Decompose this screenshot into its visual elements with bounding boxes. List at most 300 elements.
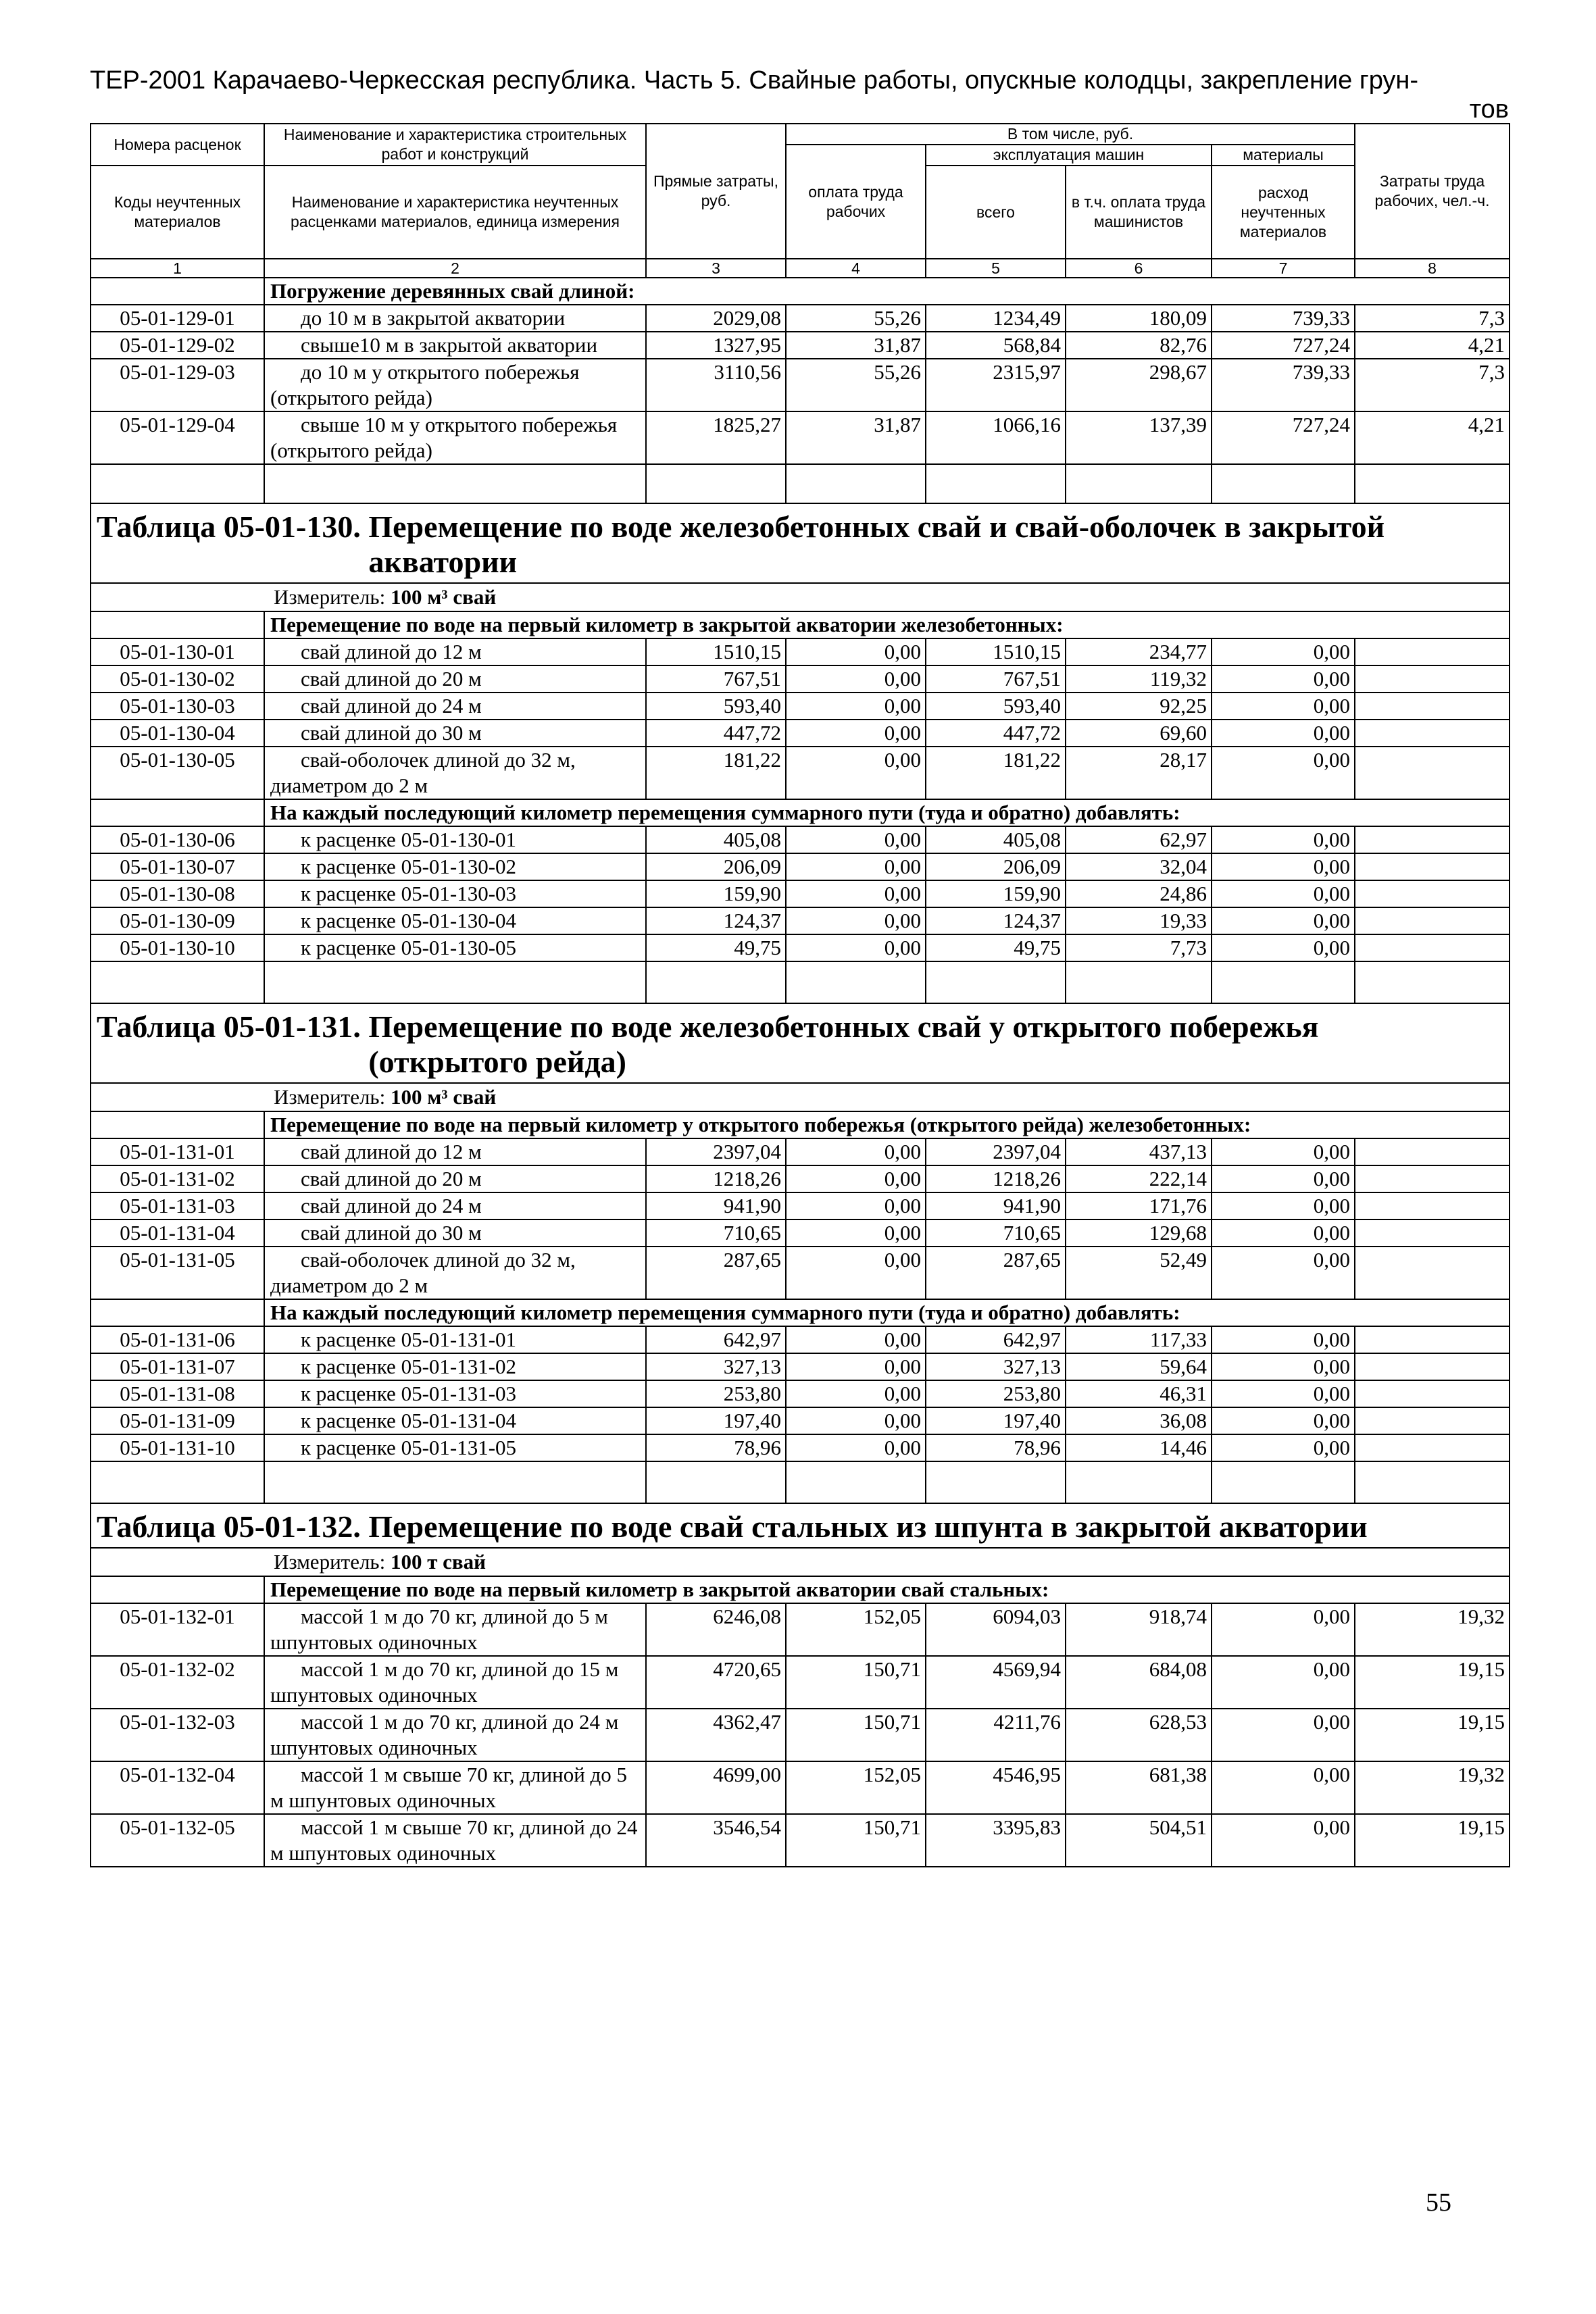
table-row [91,1434,1510,1461]
labor-hours: 7,3 [1355,305,1510,332]
labor-hours [1355,720,1510,747]
rates-table [90,123,1510,1867]
operator-pay: 62,97 [1066,826,1212,853]
rate-code: 05-01-129-01 [91,305,264,332]
direct-costs: 941,90 [646,1192,786,1219]
operator-pay: 137,39 [1066,411,1212,464]
labor-pay: 150,71 [786,1814,926,1867]
work-name: к расценке 05-01-130-05 [264,934,646,961]
labor-hours [1355,907,1510,934]
direct-costs: 49,75 [646,934,786,961]
table-heading-row [91,1503,1510,1548]
table-label: Таблица 05-01-131. [97,1009,361,1044]
direct-costs: 1218,26 [646,1165,786,1192]
materials-cost: 727,24 [1212,332,1355,359]
rate-code: 05-01-131-08 [91,1380,264,1407]
page-number: 55 [1426,2188,1451,2217]
table-row [91,1814,1510,1867]
work-name: к расценке 05-01-131-04 [264,1407,646,1434]
column-number: 5 [926,259,1066,278]
work-name: массой 1 м до 70 кг, длиной до 5 м шпунтовых одиночных [264,1603,646,1656]
rate-code: 05-01-131-09 [91,1407,264,1434]
operator-pay: 234,77 [1066,638,1212,665]
labor-hours: 4,21 [1355,332,1510,359]
labor-pay: 31,87 [786,411,926,464]
direct-costs: 593,40 [646,693,786,720]
measure-label: Измеритель: [274,1085,386,1109]
operator-pay: 28,17 [1066,747,1212,799]
labor-hours [1355,934,1510,961]
machines-total: 253,80 [926,1380,1066,1407]
header-direct-costs: Прямые затраты, руб. [646,124,786,259]
machines-total: 3395,83 [926,1814,1066,1867]
operator-pay: 59,64 [1066,1353,1212,1380]
labor-pay: 0,00 [786,1353,926,1380]
rate-code: 05-01-130-02 [91,665,264,693]
labor-hours: 19,32 [1355,1603,1510,1656]
direct-costs: 181,22 [646,747,786,799]
labor-hours [1355,693,1510,720]
operator-pay: 681,38 [1066,1761,1212,1814]
rate-code: 05-01-130-10 [91,934,264,961]
direct-costs: 1510,15 [646,638,786,665]
section-129 [91,278,1510,503]
work-name: к расценке 05-01-130-02 [264,853,646,880]
direct-costs: 447,72 [646,720,786,747]
machines-total: 941,90 [926,1192,1066,1219]
direct-costs: 206,09 [646,853,786,880]
section-title: Погружение деревянных свай длиной: [264,278,1510,305]
labor-hours [1355,1165,1510,1192]
direct-costs: 4720,65 [646,1656,786,1709]
materials-cost: 0,00 [1212,1434,1355,1461]
labor-hours: 19,15 [1355,1709,1510,1761]
table-heading-row [91,1003,1510,1083]
rate-code: 05-01-132-03 [91,1709,264,1761]
rate-code: 05-01-131-05 [91,1247,264,1299]
labor-pay: 55,26 [786,305,926,332]
running-header: ТЕР-2001 Карачаево-Черкесская республика. Часть 5. Свайные работы, опускные колодцы, закрепление грун- [90,66,1419,95]
machines-total: 568,84 [926,332,1066,359]
operator-pay: 180,09 [1066,305,1212,332]
direct-costs: 3546,54 [646,1814,786,1867]
labor-pay: 55,26 [786,359,926,411]
table-row [91,1709,1510,1761]
rate-code: 05-01-131-06 [91,1326,264,1353]
table-row [91,1761,1510,1814]
labor-hours: 4,21 [1355,411,1510,464]
running-header-continuation: тов [1469,95,1509,124]
materials-cost: 0,00 [1212,1407,1355,1434]
machines-total: 1510,15 [926,638,1066,665]
labor-pay: 0,00 [786,1247,926,1299]
work-name: к расценке 05-01-131-05 [264,1434,646,1461]
table-row [91,638,1510,665]
work-name: свай длиной до 30 м [264,720,646,747]
table-row [91,359,1510,411]
work-name: к расценке 05-01-130-03 [264,880,646,907]
labor-hours [1355,665,1510,693]
section-title-row [91,799,1510,826]
column-number: 4 [786,259,926,278]
labor-pay: 0,00 [786,1192,926,1219]
section-title: На каждый последующий километр перемещения суммарного пути (туда и обратно) добавлять: [264,1299,1510,1326]
table-132 [91,1503,1510,1867]
materials-cost: 0,00 [1212,665,1355,693]
labor-hours [1355,1434,1510,1461]
table-label: Таблица 05-01-132. [97,1509,361,1544]
section-title: Перемещение по воде на первый километр у открытого побережья (открытого рейда) железобетонных: [264,1111,1510,1138]
machines-total: 2315,97 [926,359,1066,411]
operator-pay: 129,68 [1066,1219,1212,1247]
rate-code: 05-01-131-02 [91,1165,264,1192]
labor-hours [1355,1353,1510,1380]
work-name: свыше10 м в закрытой акватории [264,332,646,359]
section-title-row [91,1299,1510,1326]
direct-costs: 3110,56 [646,359,786,411]
machines-total: 2397,04 [926,1138,1066,1165]
machines-total: 327,13 [926,1353,1066,1380]
rate-code: 05-01-130-05 [91,747,264,799]
machines-total: 124,37 [926,907,1066,934]
labor-hours: 19,32 [1355,1761,1510,1814]
machines-total: 206,09 [926,853,1066,880]
measure-unit: 100 т свай [390,1550,487,1574]
materials-cost: 0,00 [1212,1165,1355,1192]
direct-costs: 197,40 [646,1407,786,1434]
header-machines: эксплуатация машин [926,145,1212,166]
work-name: свай длиной до 12 м [264,1138,646,1165]
labor-pay: 0,00 [786,1326,926,1353]
table-row [91,332,1510,359]
direct-costs: 2397,04 [646,1138,786,1165]
work-name: массой 1 м свыше 70 кг, длиной до 24 м шпунтовых одиночных [264,1814,646,1867]
materials-cost: 0,00 [1212,1814,1355,1867]
labor-pay: 0,00 [786,853,926,880]
labor-hours [1355,638,1510,665]
work-name: массой 1 м до 70 кг, длиной до 24 м шпунтовых одиночных [264,1709,646,1761]
materials-cost: 0,00 [1212,1656,1355,1709]
table-heading-row [91,503,1510,583]
section-title-row [91,278,1510,305]
work-name: до 10 м в закрытой акватории [264,305,646,332]
measure-unit: 100 м³ свай [390,585,497,609]
direct-costs: 1327,95 [646,332,786,359]
rate-code: 05-01-131-01 [91,1138,264,1165]
materials-cost: 0,00 [1212,1380,1355,1407]
table-row [91,1219,1510,1247]
labor-pay: 0,00 [786,693,926,720]
machines-total: 642,97 [926,1326,1066,1353]
labor-hours [1355,747,1510,799]
work-name: свай длиной до 12 м [264,638,646,665]
direct-costs: 2029,08 [646,305,786,332]
work-name: до 10 м у открытого побережья (открытого рейда) [264,359,646,411]
direct-costs: 4699,00 [646,1761,786,1814]
machines-total: 181,22 [926,747,1066,799]
operator-pay: 82,76 [1066,332,1212,359]
header-operator-pay: в т.ч. оплата труда машинистов [1066,166,1212,259]
direct-costs: 6246,08 [646,1603,786,1656]
work-name: свай длиной до 24 м [264,693,646,720]
section-title: На каждый последующий километр перемещения суммарного пути (туда и обратно) добавлять: [264,799,1510,826]
machines-total: 405,08 [926,826,1066,853]
materials-cost: 0,00 [1212,1709,1355,1761]
operator-pay: 117,33 [1066,1326,1212,1353]
rate-code: 05-01-130-07 [91,853,264,880]
rate-code: 05-01-131-10 [91,1434,264,1461]
labor-hours [1355,1192,1510,1219]
measure-row [91,583,1510,611]
table-131 [91,1003,1510,1503]
machines-total: 4211,76 [926,1709,1066,1761]
table-label: Таблица 05-01-130. [97,509,361,544]
labor-pay: 0,00 [786,1138,926,1165]
table-row [91,934,1510,961]
table-title: Перемещение по воде железобетонных свай и свай-оболочек в закрытой акватории [368,509,1385,579]
header-material-codes: Коды неучтенных материалов [91,166,264,259]
labor-pay: 0,00 [786,1407,926,1434]
direct-costs: 710,65 [646,1219,786,1247]
rate-code: 05-01-130-04 [91,720,264,747]
operator-pay: 298,67 [1066,359,1212,411]
table-row [91,747,1510,799]
work-name: свыше 10 м у открытого побережья (открытого рейда) [264,411,646,464]
labor-hours: 7,3 [1355,359,1510,411]
materials-cost: 0,00 [1212,1138,1355,1165]
materials-cost: 0,00 [1212,1603,1355,1656]
column-number: 8 [1355,259,1510,278]
labor-pay: 0,00 [786,1380,926,1407]
operator-pay: 36,08 [1066,1407,1212,1434]
operator-pay: 92,25 [1066,693,1212,720]
work-name: массой 1 м свыше 70 кг, длиной до 5 м шпунтовых одиночных [264,1761,646,1814]
column-number: 3 [646,259,786,278]
work-name: свай длиной до 20 м [264,665,646,693]
table-row [91,1165,1510,1192]
work-name: к расценке 05-01-131-03 [264,1380,646,1407]
machines-total: 78,96 [926,1434,1066,1461]
work-name: свай длиной до 20 м [264,1165,646,1192]
measure-row [91,1083,1510,1111]
labor-pay: 0,00 [786,665,926,693]
table-row [91,1656,1510,1709]
header-machines-total: всего [926,166,1066,259]
machines-total: 4546,95 [926,1761,1066,1814]
table-row [91,1407,1510,1434]
labor-pay: 0,00 [786,638,926,665]
operator-pay: 119,32 [1066,665,1212,693]
rate-code: 05-01-130-09 [91,907,264,934]
rate-code: 05-01-132-02 [91,1656,264,1709]
header-material-consumption: расход неучтенных материалов [1212,166,1355,259]
operator-pay: 222,14 [1066,1165,1212,1192]
table-row [91,693,1510,720]
labor-hours: 19,15 [1355,1656,1510,1709]
section-title: Перемещение по воде на первый километр в закрытой акватории железобетонных: [264,611,1510,638]
work-name: к расценке 05-01-131-01 [264,1326,646,1353]
measure-label: Измеритель: [274,585,386,609]
operator-pay: 918,74 [1066,1603,1212,1656]
machines-total: 1218,26 [926,1165,1066,1192]
machines-total: 287,65 [926,1247,1066,1299]
labor-hours [1355,1247,1510,1299]
materials-cost: 0,00 [1212,693,1355,720]
header-work-name: Наименование и характеристика строительных работ и конструкций [264,124,646,166]
labor-pay: 0,00 [786,907,926,934]
operator-pay: 437,13 [1066,1138,1212,1165]
materials-cost: 739,33 [1212,359,1355,411]
operator-pay: 684,08 [1066,1656,1212,1709]
table-row [91,826,1510,853]
materials-cost: 0,00 [1212,1761,1355,1814]
column-numbers-row [91,259,1510,278]
table-row [91,907,1510,934]
direct-costs: 642,97 [646,1326,786,1353]
table-title: Перемещение по воде свай стальных из шпунта в закрытой акватории [368,1509,1368,1544]
header-labor-pay: оплата труда рабочих [786,145,926,259]
rate-code: 05-01-130-01 [91,638,264,665]
rate-code: 05-01-129-02 [91,332,264,359]
rate-code: 05-01-131-07 [91,1353,264,1380]
column-number: 2 [264,259,646,278]
rate-code: 05-01-132-01 [91,1603,264,1656]
labor-pay: 0,00 [786,934,926,961]
labor-hours [1355,853,1510,880]
labor-pay: 0,00 [786,1219,926,1247]
rate-code: 05-01-131-04 [91,1219,264,1247]
direct-costs: 253,80 [646,1380,786,1407]
section-title-row [91,611,1510,638]
table-row [91,853,1510,880]
labor-hours [1355,1219,1510,1247]
direct-costs: 767,51 [646,665,786,693]
header-material-name: Наименование и характеристика неучтенных расценками материалов, единица измерения [264,166,646,259]
column-number: 7 [1212,259,1355,278]
labor-pay: 31,87 [786,332,926,359]
measure-unit: 100 м³ свай [390,1085,497,1109]
work-name: свай длиной до 24 м [264,1192,646,1219]
table-row [91,411,1510,464]
labor-pay: 0,00 [786,880,926,907]
work-name: свай длиной до 30 м [264,1219,646,1247]
labor-hours: 19,15 [1355,1814,1510,1867]
materials-cost: 0,00 [1212,853,1355,880]
section-title-row [91,1576,1510,1603]
document-page [90,65,1509,1867]
materials-cost: 0,00 [1212,1219,1355,1247]
materials-cost: 727,24 [1212,411,1355,464]
materials-cost: 0,00 [1212,880,1355,907]
materials-cost: 0,00 [1212,826,1355,853]
direct-costs: 1825,27 [646,411,786,464]
direct-costs: 405,08 [646,826,786,853]
header-rate-number: Номера расценок [91,124,264,166]
labor-pay: 152,05 [786,1761,926,1814]
direct-costs: 327,13 [646,1353,786,1380]
section-title-row [91,1111,1510,1138]
measure-label: Измеритель: [274,1550,386,1574]
rate-code: 05-01-129-04 [91,411,264,464]
materials-cost: 0,00 [1212,720,1355,747]
table-row [91,305,1510,332]
direct-costs: 124,37 [646,907,786,934]
machines-total: 767,51 [926,665,1066,693]
labor-hours [1355,1138,1510,1165]
table-row [91,880,1510,907]
work-name: к расценке 05-01-130-01 [264,826,646,853]
labor-hours [1355,1380,1510,1407]
machines-total: 49,75 [926,934,1066,961]
labor-pay: 0,00 [786,1434,926,1461]
header-labor-hours: Затраты труда рабочих, чел.-ч. [1355,124,1510,259]
direct-costs: 159,90 [646,880,786,907]
materials-cost: 0,00 [1212,1353,1355,1380]
machines-total: 710,65 [926,1219,1066,1247]
labor-pay: 0,00 [786,720,926,747]
table-row [91,1247,1510,1299]
labor-pay: 150,71 [786,1656,926,1709]
work-name: свай-оболочек длиной до 32 м, диаметром до 2 м [264,1247,646,1299]
machines-total: 4569,94 [926,1656,1066,1709]
operator-pay: 24,86 [1066,880,1212,907]
operator-pay: 14,46 [1066,1434,1212,1461]
machines-total: 197,40 [926,1407,1066,1434]
operator-pay: 171,76 [1066,1192,1212,1219]
labor-hours [1355,826,1510,853]
work-name: массой 1 м до 70 кг, длиной до 15 м шпунтовых одиночных [264,1656,646,1709]
labor-hours [1355,880,1510,907]
table-130 [91,503,1510,1003]
materials-cost: 0,00 [1212,934,1355,961]
operator-pay: 32,04 [1066,853,1212,880]
rate-code: 05-01-132-05 [91,1814,264,1867]
labor-pay: 0,00 [786,1165,926,1192]
machines-total: 1234,49 [926,305,1066,332]
section-title: Перемещение по воде на первый километр в закрытой акватории свай стальных: [264,1576,1510,1603]
materials-cost: 0,00 [1212,907,1355,934]
labor-pay: 152,05 [786,1603,926,1656]
rate-code: 05-01-131-03 [91,1192,264,1219]
rate-code: 05-01-132-04 [91,1761,264,1814]
table-title: Перемещение по воде железобетонных свай у открытого побережья (открытого рейда) [368,1009,1319,1079]
machines-total: 6094,03 [926,1603,1066,1656]
labor-pay: 0,00 [786,826,926,853]
machines-total: 447,72 [926,720,1066,747]
materials-cost: 0,00 [1212,1326,1355,1353]
labor-hours [1355,1407,1510,1434]
operator-pay: 628,53 [1066,1709,1212,1761]
table-header [91,124,1510,278]
work-name: свай-оболочек длиной до 32 м, диаметром до 2 м [264,747,646,799]
machines-total: 159,90 [926,880,1066,907]
labor-pay: 150,71 [786,1709,926,1761]
header-materials: материалы [1212,145,1355,166]
rate-code: 05-01-130-03 [91,693,264,720]
direct-costs: 287,65 [646,1247,786,1299]
machines-total: 1066,16 [926,411,1066,464]
column-number: 1 [91,259,264,278]
table-row [91,1380,1510,1407]
labor-hours [1355,1326,1510,1353]
materials-cost: 0,00 [1212,638,1355,665]
table-row [91,665,1510,693]
materials-cost: 739,33 [1212,305,1355,332]
table-row [91,1138,1510,1165]
work-name: к расценке 05-01-131-02 [264,1353,646,1380]
column-number: 6 [1066,259,1212,278]
materials-cost: 0,00 [1212,1192,1355,1219]
